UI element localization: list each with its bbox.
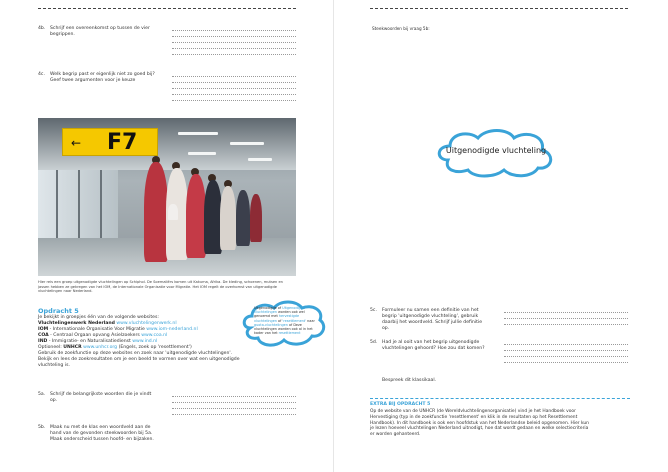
- bespreek-note: Bespreek dit klassikaal.: [382, 378, 437, 383]
- person-figure: [144, 162, 168, 262]
- photo-window: [38, 170, 118, 240]
- question-5d-text: Had je al ooit van het begrip uitgenodigde vluchtelingen gehoord? Hoe zou dat komen?: [382, 340, 485, 351]
- ceiling-light: [248, 158, 272, 161]
- answer-lines-5c[interactable]: [504, 307, 628, 325]
- bag: [168, 204, 178, 220]
- question-number: 4b.: [38, 26, 46, 31]
- person-figure: [220, 186, 236, 250]
- question-5b-text: Maak nu met de klas een woordveld aan de hand van de gevonden steekwoorden bij 5a. Maak onderscheid tussen hoofd- en bijzaken.: [50, 425, 154, 442]
- site-link[interactable]: www.iom-nederland.nl: [144, 327, 198, 332]
- question-number: 5b.: [38, 425, 46, 430]
- airport-photo: [38, 118, 296, 276]
- answer-lines-5d[interactable]: [504, 339, 628, 363]
- ceiling-light: [230, 142, 264, 145]
- person-figure: [250, 194, 262, 242]
- top-divider: [370, 8, 628, 9]
- site-link[interactable]: www.unhcr.org: [81, 345, 118, 350]
- steekwoorden-header: Steekwoorden bij vraag 5b:: [372, 26, 430, 31]
- person-figure: [186, 174, 206, 258]
- opdracht-5-body: Je bekijkt in groepjes één van de volgende websites: Vluchtelingenwerk Nederland www.vluchtelingenwerk.nl IOM - Internationale Organisatie Voor Migratie www.iom-nederland.nl COA - Centraal Orgaan opvang Asielzoekers www.coa.nl IND - Immigratie- en Naturalisatiedienst www.ind.nl Optioneel: UNHCR www.unhcr.org (Engels, zoek op 'resettlement') Gebruik de zoekfunctie op deze websites en zoek naar 'uitgenodigde vluchtelingen'. Bekijk en lees de zoekresultaten om je een beeld te vormen over wat een uitgenodigde vluchteling is.: [38, 315, 240, 368]
- question-5c-text: Formuleer nu samen een definitie van het begrip 'uitgenodigde vluchteling', gebruik daarbij het woordveld. Schrijf jullie definitie op.: [382, 308, 483, 331]
- arrow-icon: ←: [71, 136, 82, 150]
- cloud-note-text: Uitgenodigde of Uitgenodigde vluchtelingen worden ook wel genoemd met hervestigde vluchtelingen of 'resettlement' naar quota-vluchtelingen of Deze vluchtelingen worden ook al in het kader van het resettlement: [254, 306, 315, 336]
- answer-lines-5a[interactable]: [172, 391, 296, 415]
- site-link[interactable]: www.vluchtelingenwerk.nl: [116, 321, 177, 326]
- cloud-label: Uitgenodigde vluchteling: [445, 146, 547, 155]
- answer-lines-4c[interactable]: [172, 71, 296, 101]
- gate-sign-label: F7: [107, 130, 138, 155]
- question-number: 5d.: [370, 340, 378, 345]
- ceiling-light: [188, 152, 216, 155]
- question-number: 5c.: [370, 308, 377, 313]
- person-figure: [236, 190, 250, 246]
- question-number: 4c.: [38, 72, 45, 77]
- answer-lines-4b[interactable]: [172, 25, 296, 55]
- question-4b-text: Schrijf een overeenkomst op tussen de vier begrippen.: [50, 26, 150, 37]
- site-link[interactable]: www.coa.nl: [139, 333, 168, 338]
- section-title: Opdracht 5: [38, 307, 79, 315]
- question-number: 5a.: [38, 392, 46, 397]
- photo-caption: Hier reis een groep uitgenodigde vluchtelingen op Schiphol. De Soemaliërs komen uit Kakuma, Afrika. De kleding, schoenen, mutsen en jassen hebben ze gekregen van het IOM, de Internationale Organisatie voor Migratie. Het IOM regelt de overkomst van uitgenodigde vluchtelingen naar Nederland.: [38, 280, 283, 294]
- top-divider: [38, 8, 296, 9]
- ceiling-light: [178, 132, 218, 135]
- question-4c-text: Welk begrip past er eigenlijk niet zo goed bij? Geef twee argumenten voor je keuze: [50, 72, 155, 83]
- extra-divider: [370, 398, 630, 399]
- question-5a-text: Schrijf de belangrijkste woorden die je vindt op.: [50, 392, 152, 403]
- gate-sign: [62, 128, 158, 156]
- extra-body: Op de website van de UNHCR (de Wereldvluchtelingenorganisatie) vind je het Handboek voor Hervestiging (typ in de zoekfunctie 'resettlement' en klik in de resultaten op het Resettlement Handbook). In dit handboek is ook een hoofdstuk van het Nederlandse beleid opgenomen. Hier kun je lezen hoeveel vluchtelingen Nederland uitnodigt, hoe dat wordt gedaan en welke selectiecriteria er worden gehanteerd.: [370, 409, 589, 438]
- site-link[interactable]: www.ind.nl: [130, 339, 158, 344]
- extra-title: EXTRA BIJ OPDRACHT 5: [370, 402, 431, 407]
